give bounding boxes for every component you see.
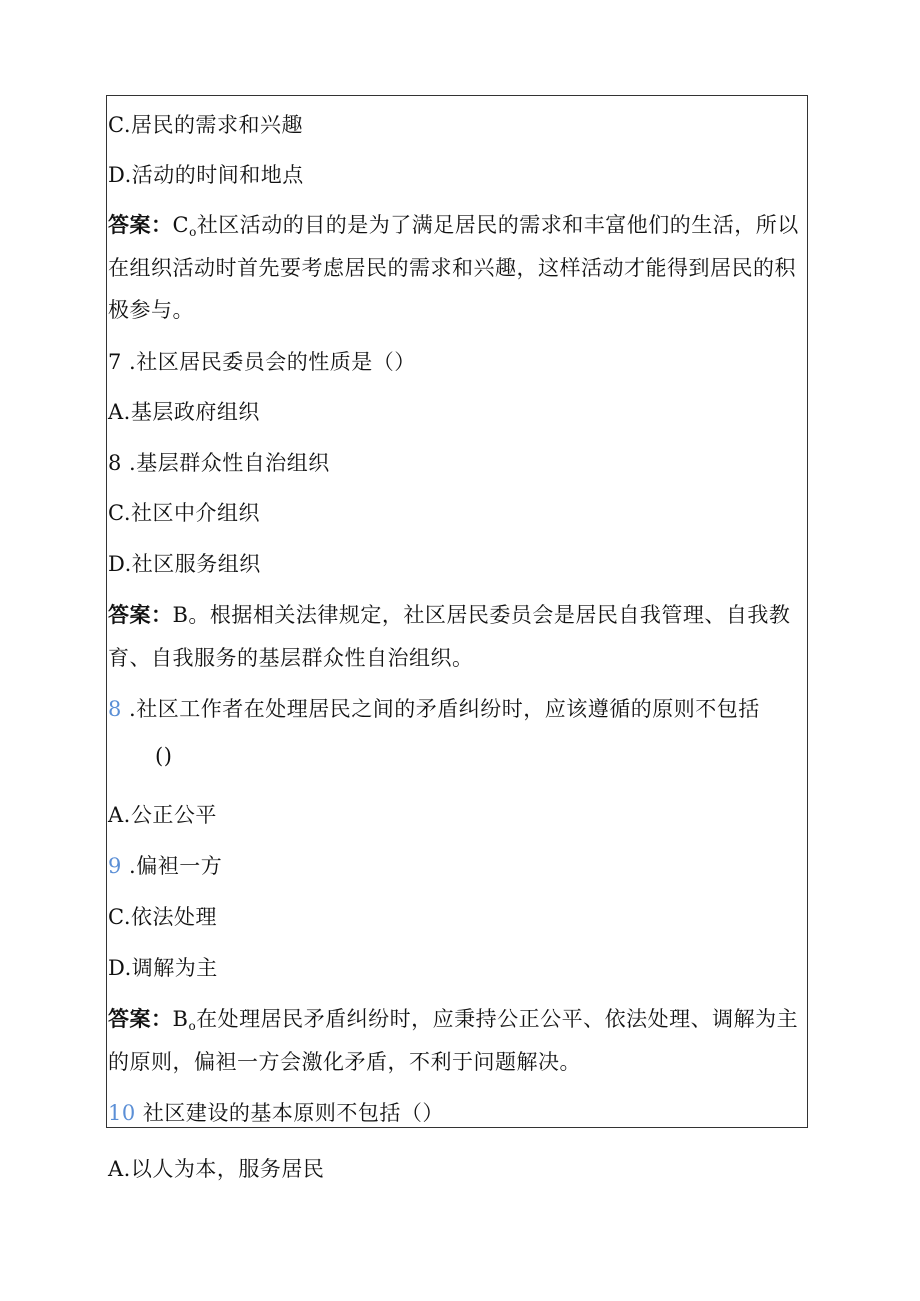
question-text: .社区工作者在处理居民之间的矛盾纠纷时，应该遵循的原则不包括: [121, 697, 760, 721]
q6-answer-line1: [108, 212, 799, 245]
q8-option-c: C.依法处理: [108, 905, 217, 929]
q6-option-d: D.活动的时间和地点: [108, 163, 304, 187]
answer-letter: C: [172, 213, 190, 237]
q6-answer-line3: 极参与。: [108, 298, 194, 322]
answer-label: 答案：: [108, 213, 173, 237]
q8-option-b: [108, 853, 222, 879]
q6-answer-line2: 在组织活动时首先要考虑居民的需求和兴趣，这样活动才能得到居民的积: [108, 256, 796, 280]
q8-answer-line1: [108, 1006, 798, 1039]
answer-letter-sub: o: [189, 225, 197, 239]
q7-answer-line2: 育、自我服务的基层群众性自治组织。: [108, 646, 474, 670]
q7-option-d: D.社区服务组织: [108, 552, 261, 576]
answer-label: 答案：: [108, 603, 173, 627]
q8-option-d: D.调解为主: [108, 956, 218, 980]
q8-option-a: A.公正公平: [108, 803, 217, 827]
q7-option-a: A.基层政府组织: [108, 400, 260, 424]
q10-question: [108, 1100, 444, 1126]
q7-answer-line1: [108, 602, 790, 628]
option-number: 8: [108, 451, 122, 475]
answer-text: 在处理居民矛盾纠纷时，应秉持公正公平、依法处理、调解为主: [196, 1007, 799, 1031]
q8-question: [108, 696, 760, 722]
answer-text: 社区活动的目的是为了满足居民的需求和丰富他们的生活，所以: [196, 213, 799, 237]
q8-question-paren: (): [155, 744, 173, 768]
q7-option-b: [108, 450, 330, 476]
question-text: .社区居民委员会的性质是（）: [121, 350, 416, 374]
answer-letter-sub: o: [188, 1019, 197, 1033]
option-text: .基层群众性自治组织: [121, 451, 330, 475]
question-number: 8: [108, 697, 122, 721]
answer-label: 答案：: [108, 1007, 173, 1031]
option-number: 9: [108, 854, 122, 878]
question-number: 7: [108, 350, 122, 374]
question-number: 10: [108, 1101, 136, 1125]
q10-option-a: A.以人为本，服务居民: [108, 1157, 325, 1181]
q6-option-c: C.居民的需求和兴趣: [108, 113, 303, 137]
option-text: .偏袒一方: [121, 854, 223, 878]
q7-option-c: C.社区中介组织: [108, 501, 260, 525]
question-text: 社区建设的基本原则不包括（）: [135, 1101, 444, 1125]
q7-question: [108, 349, 416, 375]
q8-answer-line2: 的原则，偏袒一方会激化矛盾，不利于问题解决。: [108, 1050, 581, 1074]
answer-text: B。根据相关法律规定，社区居民委员会是居民自我管理、自我教: [172, 603, 791, 627]
answer-letter: B: [172, 1007, 189, 1031]
